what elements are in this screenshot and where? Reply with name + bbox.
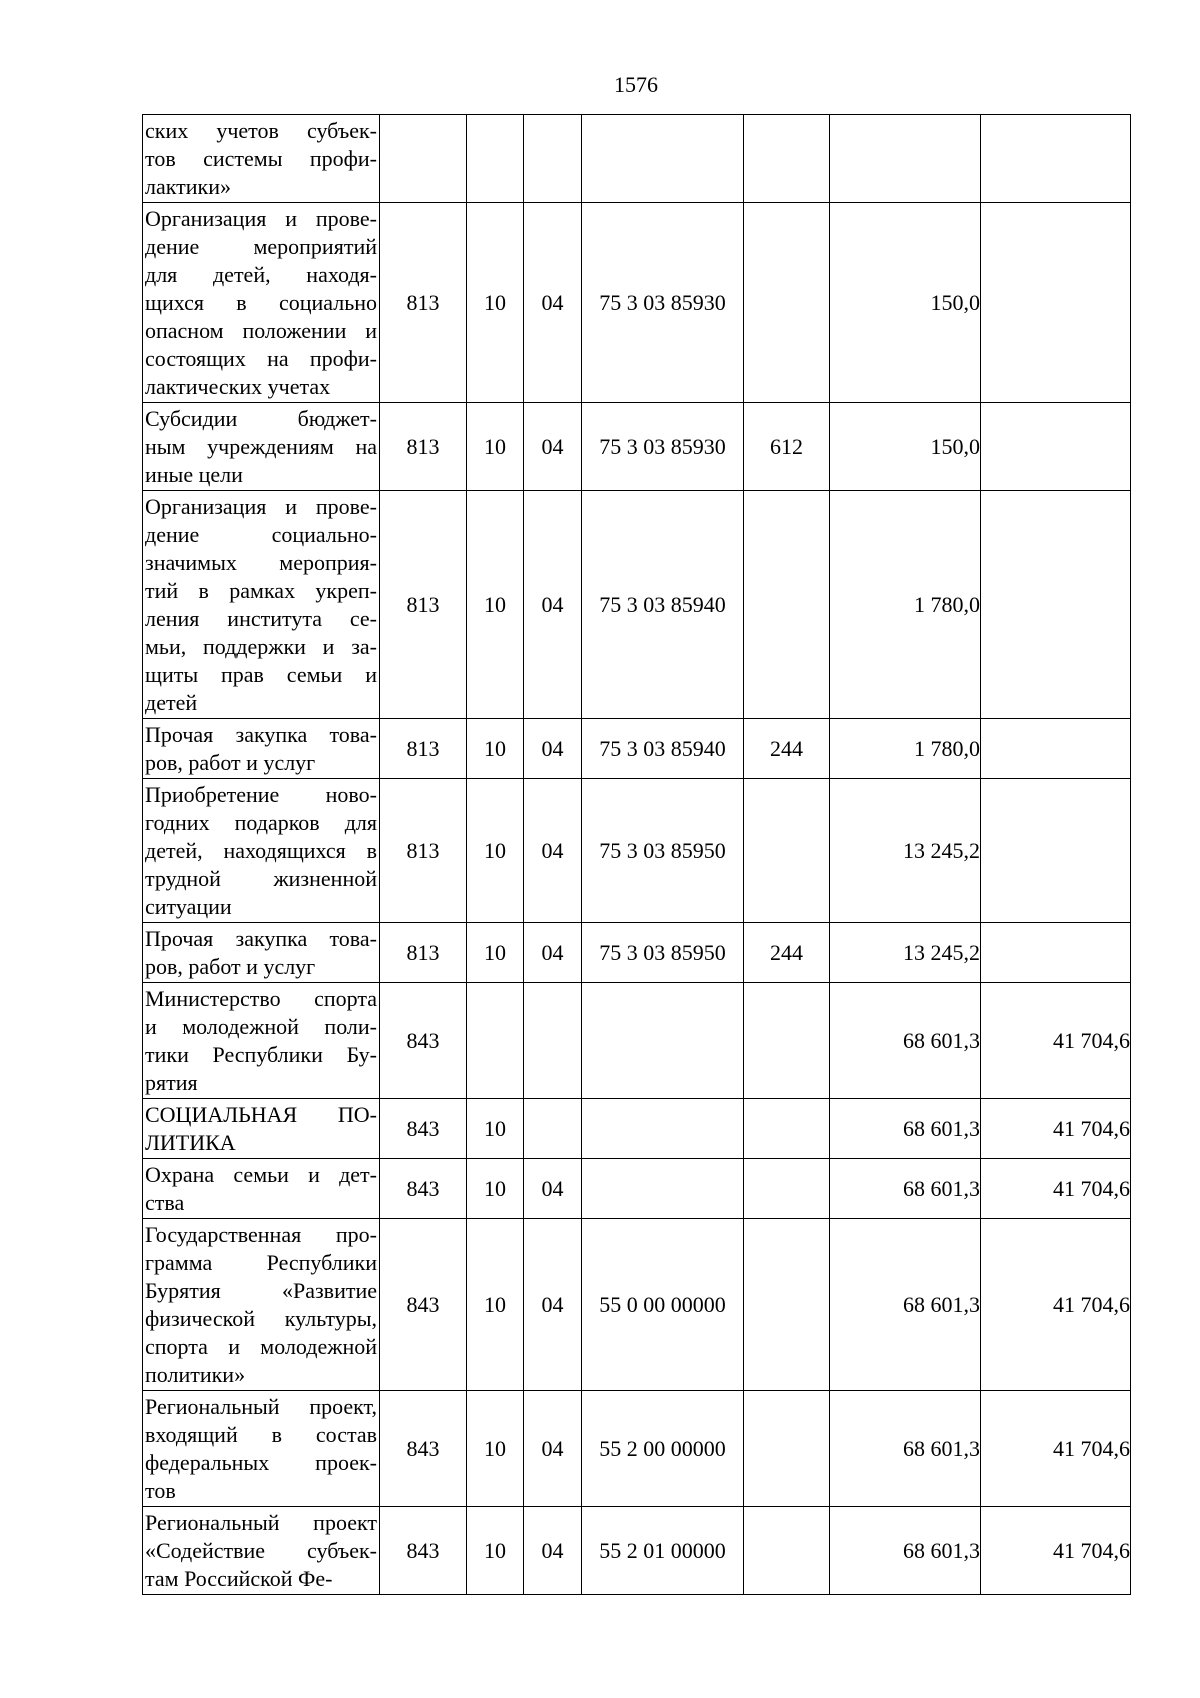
pr-cell <box>524 115 582 203</box>
row-name-line: ным учреждениям на <box>145 434 377 459</box>
ved-cell: 813 <box>380 923 467 983</box>
row-name-line: ров, работ и услуг <box>145 954 316 979</box>
rz-cell: 10 <box>467 1159 524 1219</box>
pr-cell: 04 <box>524 719 582 779</box>
rz-cell: 10 <box>467 719 524 779</box>
sum1-cell: 1 780,0 <box>830 719 981 779</box>
ved-cell: 813 <box>380 491 467 719</box>
vr-cell <box>744 983 830 1099</box>
rz-cell: 10 <box>467 779 524 923</box>
table-row <box>143 779 1131 923</box>
pr-cell: 04 <box>524 923 582 983</box>
row-name-line: ситуации <box>145 894 232 919</box>
row-name-line: трудной жизненной <box>145 866 377 891</box>
csr-cell <box>582 983 744 1099</box>
pr-cell <box>524 1099 582 1159</box>
row-name-line: дение социально- <box>145 522 377 547</box>
table-row <box>143 1099 1131 1159</box>
vr-cell <box>744 491 830 719</box>
sum2-cell <box>981 115 1131 203</box>
row-name-line: Приобретение ново- <box>145 782 377 807</box>
rz-cell <box>467 983 524 1099</box>
sum2-cell: 41 704,6 <box>981 1159 1131 1219</box>
rz-cell: 10 <box>467 491 524 719</box>
csr-cell <box>582 115 744 203</box>
ved-cell: 813 <box>380 403 467 491</box>
table-row <box>143 1219 1131 1391</box>
sum2-cell <box>981 923 1131 983</box>
csr-cell: 75 3 03 85930 <box>582 203 744 403</box>
sum2-cell <box>981 491 1131 719</box>
row-name-line: состоящих на профи- <box>145 346 377 371</box>
row-name-line: федеральных проек- <box>145 1450 377 1475</box>
row-name-line: Охрана семьи и дет- <box>145 1162 377 1187</box>
rz-cell: 10 <box>467 203 524 403</box>
row-name-line: Региональный проект, <box>145 1394 377 1419</box>
sum1-cell <box>830 115 981 203</box>
row-name-cell <box>143 1099 380 1159</box>
row-name-cell <box>143 491 380 719</box>
row-name-line: ЛИТИКА <box>145 1130 236 1155</box>
vr-cell <box>744 1219 830 1391</box>
row-name-line: Бурятия «Развитие <box>145 1278 377 1303</box>
row-name-line: Субсидии бюджет- <box>145 406 377 431</box>
row-name-cell <box>143 983 380 1099</box>
row-name-line: ров, работ и услуг <box>145 750 316 775</box>
row-name-line: щиты прав семьи и <box>145 662 377 687</box>
table-row <box>143 983 1131 1099</box>
sum2-cell <box>981 719 1131 779</box>
row-name-line: иные цели <box>145 462 243 487</box>
rz-cell: 10 <box>467 1507 524 1595</box>
vr-cell: 244 <box>744 923 830 983</box>
row-name-line: входящий в состав <box>145 1422 377 1447</box>
row-name-cell <box>143 719 380 779</box>
row-name-cell <box>143 923 380 983</box>
csr-cell <box>582 1099 744 1159</box>
row-name-line: дение мероприятий <box>145 234 377 259</box>
table-row <box>143 923 1131 983</box>
table-row <box>143 1507 1131 1595</box>
row-name-line: годних подарков для <box>145 810 377 835</box>
pr-cell: 04 <box>524 1219 582 1391</box>
rz-cell <box>467 115 524 203</box>
row-name-line: ских учетов субъек- <box>145 118 377 143</box>
sum2-cell: 41 704,6 <box>981 983 1131 1099</box>
csr-cell: 75 3 03 85940 <box>582 491 744 719</box>
row-name-line: детей <box>145 690 198 715</box>
rz-cell: 10 <box>467 403 524 491</box>
csr-cell: 75 3 03 85950 <box>582 923 744 983</box>
sum2-cell: 41 704,6 <box>981 1391 1131 1507</box>
csr-cell <box>582 1159 744 1219</box>
ved-cell: 813 <box>380 203 467 403</box>
row-name-cell <box>143 1219 380 1391</box>
row-name-line: ства <box>145 1190 185 1215</box>
table-row <box>143 719 1131 779</box>
sum1-cell: 13 245,2 <box>830 923 981 983</box>
sum1-cell: 1 780,0 <box>830 491 981 719</box>
row-name-line: значимых мероприя- <box>145 550 377 575</box>
csr-cell: 55 2 00 00000 <box>582 1391 744 1507</box>
row-name-line: грамма Республики <box>145 1250 377 1275</box>
sum2-cell: 41 704,6 <box>981 1099 1131 1159</box>
vr-cell: 612 <box>744 403 830 491</box>
row-name-line: для детей, находя- <box>145 262 377 287</box>
ved-cell: 843 <box>380 1391 467 1507</box>
csr-cell: 75 3 03 85940 <box>582 719 744 779</box>
pr-cell: 04 <box>524 1159 582 1219</box>
pr-cell: 04 <box>524 491 582 719</box>
row-name-line: тов <box>145 1478 176 1503</box>
csr-cell: 55 2 01 00000 <box>582 1507 744 1595</box>
row-name-line: Государственная про- <box>145 1222 377 1247</box>
sum2-cell <box>981 203 1131 403</box>
sum1-cell: 68 601,3 <box>830 1391 981 1507</box>
sum1-cell: 150,0 <box>830 203 981 403</box>
vr-cell <box>744 115 830 203</box>
sum2-cell <box>981 403 1131 491</box>
row-name-line: там Российской Фе- <box>145 1566 333 1591</box>
ved-cell: 813 <box>380 779 467 923</box>
page-number: 1576 <box>614 72 658 97</box>
rz-cell: 10 <box>467 1219 524 1391</box>
table-row <box>143 491 1131 719</box>
row-name-line: Прочая закупка това- <box>145 722 377 747</box>
row-name-line: ления института се- <box>145 606 377 631</box>
row-name-line: Организация и прове- <box>145 494 377 519</box>
sum2-cell: 41 704,6 <box>981 1219 1131 1391</box>
row-name-line: «Содействие субъек- <box>145 1538 377 1563</box>
vr-cell <box>744 1099 830 1159</box>
ved-cell: 843 <box>380 1159 467 1219</box>
pr-cell <box>524 983 582 1099</box>
pr-cell: 04 <box>524 203 582 403</box>
budget-table <box>142 114 1131 1595</box>
row-name-line: мьи, поддержки и за- <box>145 634 377 659</box>
sum1-cell: 13 245,2 <box>830 779 981 923</box>
table-row <box>143 1159 1131 1219</box>
vr-cell <box>744 779 830 923</box>
row-name-line: политики» <box>145 1362 246 1387</box>
table-row <box>143 1391 1131 1507</box>
ved-cell: 813 <box>380 719 467 779</box>
ved-cell: 843 <box>380 1219 467 1391</box>
row-name-line: спорта и молодежной <box>145 1334 377 1359</box>
vr-cell <box>744 1391 830 1507</box>
row-name-line: СОЦИАЛЬНАЯ ПО- <box>145 1102 377 1127</box>
vr-cell: 244 <box>744 719 830 779</box>
row-name-line: и молодежной поли- <box>145 1014 377 1039</box>
row-name-cell <box>143 1159 380 1219</box>
row-name-line: рятия <box>145 1070 198 1095</box>
row-name-cell <box>143 203 380 403</box>
table-row <box>143 403 1131 491</box>
sum1-cell: 68 601,3 <box>830 983 981 1099</box>
row-name-cell <box>143 779 380 923</box>
table-row <box>143 115 1131 203</box>
pr-cell: 04 <box>524 403 582 491</box>
row-name-line: опасном положении и <box>145 318 377 343</box>
row-name-line: Министерство спорта <box>145 986 377 1011</box>
row-name-line: тий в рамках укреп- <box>145 578 377 603</box>
row-name-cell <box>143 403 380 491</box>
vr-cell <box>744 1507 830 1595</box>
row-name-line: Прочая закупка това- <box>145 926 377 951</box>
row-name-line: лактики» <box>145 174 231 199</box>
row-name-cell <box>143 1507 380 1595</box>
sum2-cell: 41 704,6 <box>981 1507 1131 1595</box>
row-name-line: Организация и прове- <box>145 206 377 231</box>
row-name-line: тов системы профи- <box>145 146 377 171</box>
ved-cell: 843 <box>380 1099 467 1159</box>
table-row <box>143 203 1131 403</box>
sum1-cell: 150,0 <box>830 403 981 491</box>
row-name-cell <box>143 1391 380 1507</box>
sum1-cell: 68 601,3 <box>830 1099 981 1159</box>
pr-cell: 04 <box>524 1507 582 1595</box>
row-name-line: физической культуры, <box>145 1306 377 1331</box>
row-name-cell <box>143 115 380 203</box>
ved-cell <box>380 115 467 203</box>
sum1-cell: 68 601,3 <box>830 1159 981 1219</box>
csr-cell: 75 3 03 85930 <box>582 403 744 491</box>
row-name-line: щихся в социально <box>145 290 377 315</box>
rz-cell: 10 <box>467 923 524 983</box>
sum1-cell: 68 601,3 <box>830 1219 981 1391</box>
row-name-line: Региональный проект <box>145 1510 377 1535</box>
rz-cell: 10 <box>467 1391 524 1507</box>
row-name-line: тики Республики Бу- <box>145 1042 377 1067</box>
row-name-line: лактических учетах <box>145 374 331 399</box>
ved-cell: 843 <box>380 1507 467 1595</box>
rz-cell: 10 <box>467 1099 524 1159</box>
csr-cell: 75 3 03 85950 <box>582 779 744 923</box>
sum1-cell: 68 601,3 <box>830 1507 981 1595</box>
pr-cell: 04 <box>524 779 582 923</box>
vr-cell <box>744 203 830 403</box>
row-name-line: детей, находящихся в <box>145 838 377 863</box>
sum2-cell <box>981 779 1131 923</box>
pr-cell: 04 <box>524 1391 582 1507</box>
csr-cell: 55 0 00 00000 <box>582 1219 744 1391</box>
vr-cell <box>744 1159 830 1219</box>
ved-cell: 843 <box>380 983 467 1099</box>
